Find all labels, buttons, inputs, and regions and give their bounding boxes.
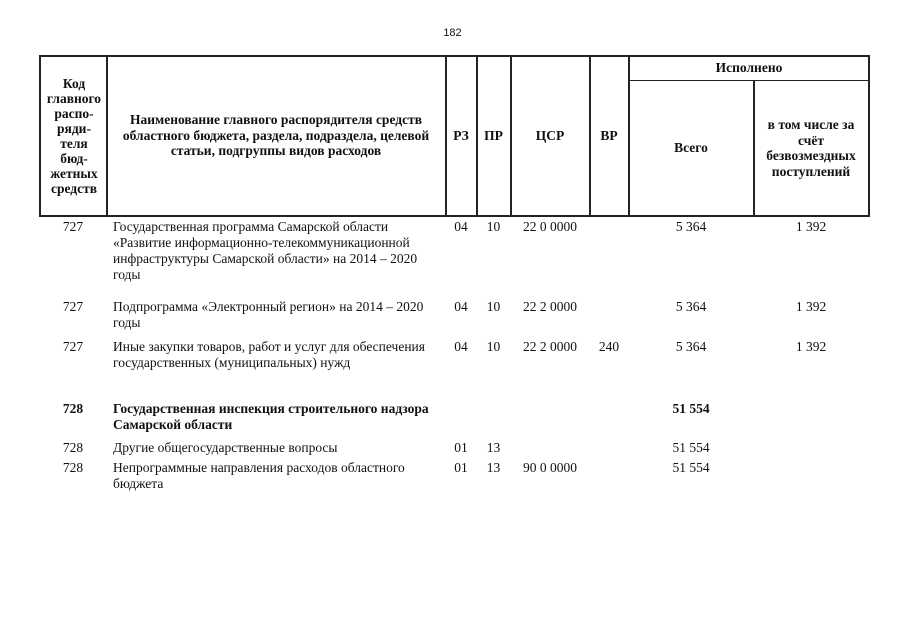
row-code: 727 <box>62 299 84 314</box>
row-code: 727 <box>62 219 84 234</box>
row-pr: 10 <box>486 219 501 234</box>
row-csr: 22 2 0000 <box>523 339 577 354</box>
row-pr: 13 <box>486 440 501 455</box>
vrule-total <box>753 80 755 216</box>
row-free: 1 392 <box>795 299 827 314</box>
row-total: 51 554 <box>672 460 710 475</box>
row-name: Государственная программа Самарской области «Развитие информационно-телекоммуникационной инфраструктуры Самарской области» на 2014 – 2020 годы <box>113 219 418 282</box>
row-code: 728 <box>62 460 84 475</box>
page-number: 182 <box>443 27 462 39</box>
row-name: Подпрограмма «Электронный регион» на 2014 – 2020 годы <box>113 299 424 330</box>
row-csr: 22 2 0000 <box>523 299 577 314</box>
row-rz: 04 <box>454 219 468 234</box>
header-bottom-rule <box>39 215 870 217</box>
row-rz: 04 <box>454 299 468 314</box>
row-total: 5 364 <box>675 219 707 234</box>
header-executed: Исполнено <box>715 60 783 76</box>
row-csr: 22 0 0000 <box>523 219 577 234</box>
row-total: 5 364 <box>675 299 707 314</box>
row-csr: 90 0 0000 <box>523 460 577 475</box>
row-pr: 13 <box>486 460 501 475</box>
row-name: Другие общегосударственные вопросы <box>113 440 338 455</box>
row-free: 1 392 <box>795 219 827 234</box>
row-total: 51 554 <box>672 401 710 416</box>
row-name: Иные закупки товаров, работ и услуг для обеспечения государственных (муниципальных) нужд <box>113 339 425 370</box>
row-vr: 240 <box>598 339 620 354</box>
row-free: 1 392 <box>795 339 827 354</box>
row-pr: 10 <box>486 339 501 354</box>
header-rz: РЗ <box>453 127 469 143</box>
header-free: в том числе за счёт безвозмездных поступлений <box>766 117 856 179</box>
row-code: 728 <box>62 440 84 455</box>
vrule-code <box>106 55 108 216</box>
row-total: 5 364 <box>675 339 707 354</box>
header-pr: ПР <box>484 127 503 143</box>
row-name: Государственная инспекция строительного надзора Самарской области <box>113 401 429 432</box>
header-total: Всего <box>674 140 708 156</box>
header-code: Код главного распо-ряди-теля бюд-жетных средств <box>46 75 102 196</box>
header-name: Наименование главного распорядителя средств областного бюджета, раздела, подраздела, целевой статьи, подгруппы видов расходов <box>122 112 430 159</box>
row-total: 51 554 <box>672 440 710 455</box>
row-rz: 01 <box>454 460 468 475</box>
header-csr: ЦСР <box>535 127 565 143</box>
vrule-left <box>39 55 41 216</box>
row-name: Непрограммные направления расходов областного бюджета <box>113 460 405 491</box>
row-code: 727 <box>62 339 84 354</box>
row-pr: 10 <box>486 299 501 314</box>
row-code: 728 <box>62 401 84 416</box>
header-vr: ВР <box>600 127 618 143</box>
row-rz: 04 <box>454 339 468 354</box>
row-rz: 01 <box>454 440 468 455</box>
